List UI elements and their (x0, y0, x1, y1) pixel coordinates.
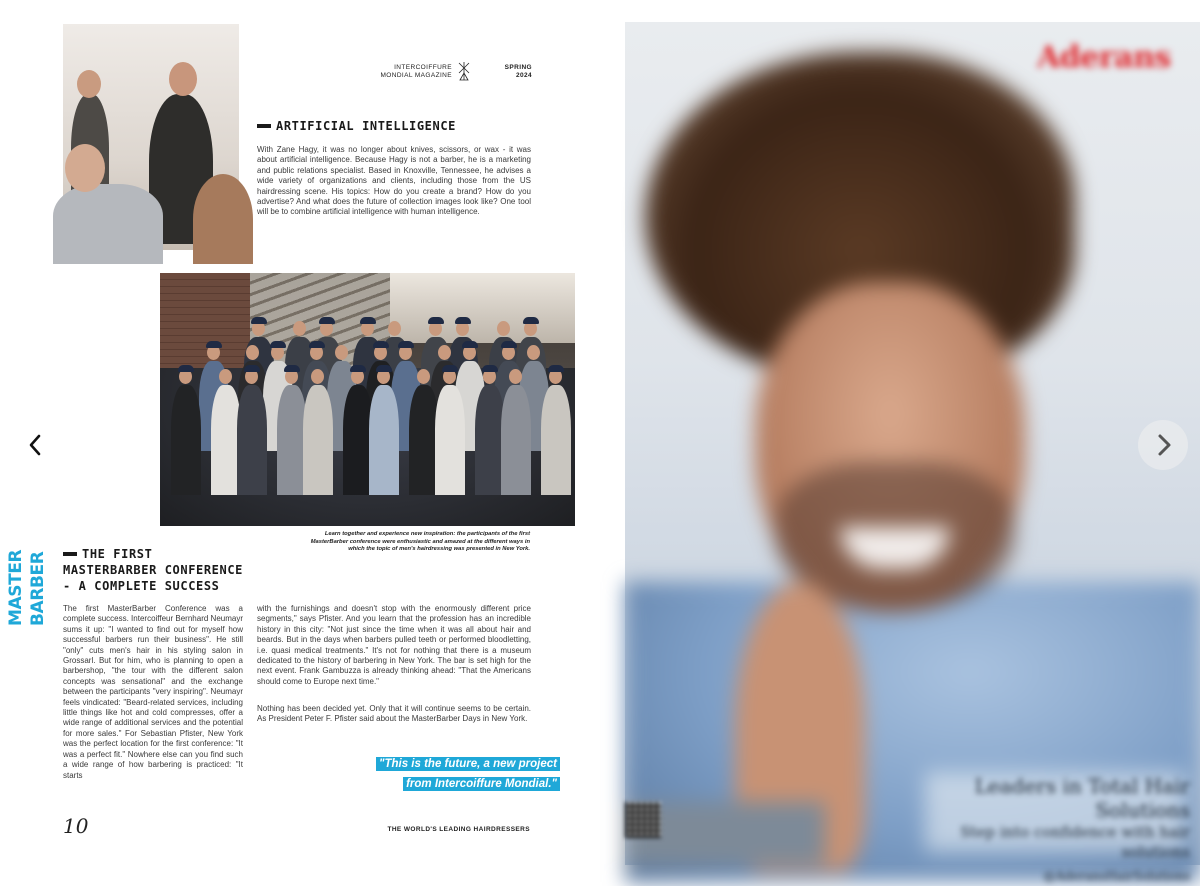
ad-handle: @AderansHairSolutions (1043, 869, 1190, 883)
footer-tagline: THE WORLD'S LEADING HAIRDRESSERS (387, 826, 530, 833)
issue-year: 2024 (515, 72, 532, 79)
chevron-left-icon (22, 430, 50, 460)
ai-section-title-text: ARTIFICIAL INTELLIGENCE (276, 119, 456, 133)
ai-section-body: With Zane Hagy, it was no longer about knives, scissors, or wax - it was about artificial intelligence. Because Hagy is not a barber, he is a marketing and public relations specialist. Based in Knoxville, Tennessee, he advises a wide variety of organizations and clients, including those from the US hairdressing scene. His topics: How do you create a brand? How do you advertise? And what does the future of collection images look like? One tool will be to combine artificial intelligence with human intelligence. (257, 145, 531, 217)
masterbarber-side-label (4, 549, 52, 628)
ad-headline: Leaders in Total Hair Solutions (974, 774, 1190, 822)
masterbarber-section-title-text: THE FIRST MASTERBARBER CONFERENCE - A COMPLETE SUCCESS (63, 547, 243, 593)
magazine-page-left (0, 0, 600, 870)
windmill-logo-icon (457, 60, 471, 82)
pull-quote-line2: from Intercoiffure Mondial." (403, 777, 560, 791)
magazine-page-right-ad (625, 22, 1200, 883)
ad-subline: Step into confidence with hair solutions (960, 823, 1190, 861)
magazine-name-line2: MONDIAL MAGAZINE (380, 72, 452, 79)
photo-speaker-presentation (63, 24, 239, 250)
magazine-name (370, 64, 452, 80)
title-bar-marker (257, 124, 271, 128)
pull-quote (320, 754, 560, 794)
pull-quote-line1: "This is the future, a new project (376, 757, 560, 771)
title-bar-marker (63, 552, 77, 556)
previous-page-button[interactable] (22, 430, 50, 460)
issue-season (480, 64, 532, 80)
group-photo-caption: Learn together and experience new inspiration: the participants of the first MasterBarber conference were enthusiastic and amazed at the different ways in which the topic of men's hairdressing was presented in New York. (310, 531, 530, 553)
side-label-line1: MASTER (6, 549, 26, 626)
photo-group-participants (160, 273, 575, 526)
article-column-2-paragraph-2: Nothing has been decided yet. Only that it will continue seems to be certain. As President Peter F. Pfister said about the MasterBarber Days in New York. (257, 704, 531, 724)
magazine-header (370, 60, 532, 86)
article-column-2-paragraph-1: with the furnishings and doesn't stop with the enormously different price segments," says Pfister. And you learn that the profession has an incredible history in this city: "Not just since the time when it was all about hair and beards. But in the days when barbers pulled teeth or performed bloodletting, i.e. quasi medical treatments." It's not for nothing that there is a museum dedicated to the history of barbering in New York. The bar is set high for the next event. Frank Gambuzza is already thinking ahead: "That the Americans should come to Europe next time." (257, 604, 531, 686)
side-label-line2: BARBER (28, 551, 48, 626)
ad-brand-logo: Aderans (1037, 40, 1171, 75)
chevron-right-icon (1138, 420, 1188, 470)
qr-code-icon (625, 802, 661, 838)
magazine-name-line1: INTERCOIFFURE (394, 64, 452, 71)
ad-portrait-image (625, 22, 1200, 865)
issue-season-label: SPRING (504, 64, 532, 71)
masterbarber-section-title (63, 546, 243, 594)
ad-tagline (935, 774, 1190, 886)
article-column-1: The first MasterBarber Conference was a complete success. Intercoiffeur Bernhard Neumayr sums it up: "I wanted to find out for myself how successful barbers run their business". He still "only" cuts men's hair in his styling salon in Grossarl. But for him, who is planning to open a barbershop, "the tour with the different salon concepts was sensational" and the exchange between the participants "very inspiring". Neumayr feels vindicated: "Beard-related services, including little things like hot and cold compresses, offer a wide range of additional services and the potential for more sales." For Sebastian Pfister, New York was the perfect location for the first conference: "It was a perfect fit." Nowhere else can you find such a wide range of how barbering is practiced: "It starts (63, 604, 243, 780)
page-number: 10 (63, 814, 89, 838)
ai-section-title (257, 119, 456, 133)
next-page-button[interactable] (1138, 420, 1188, 470)
